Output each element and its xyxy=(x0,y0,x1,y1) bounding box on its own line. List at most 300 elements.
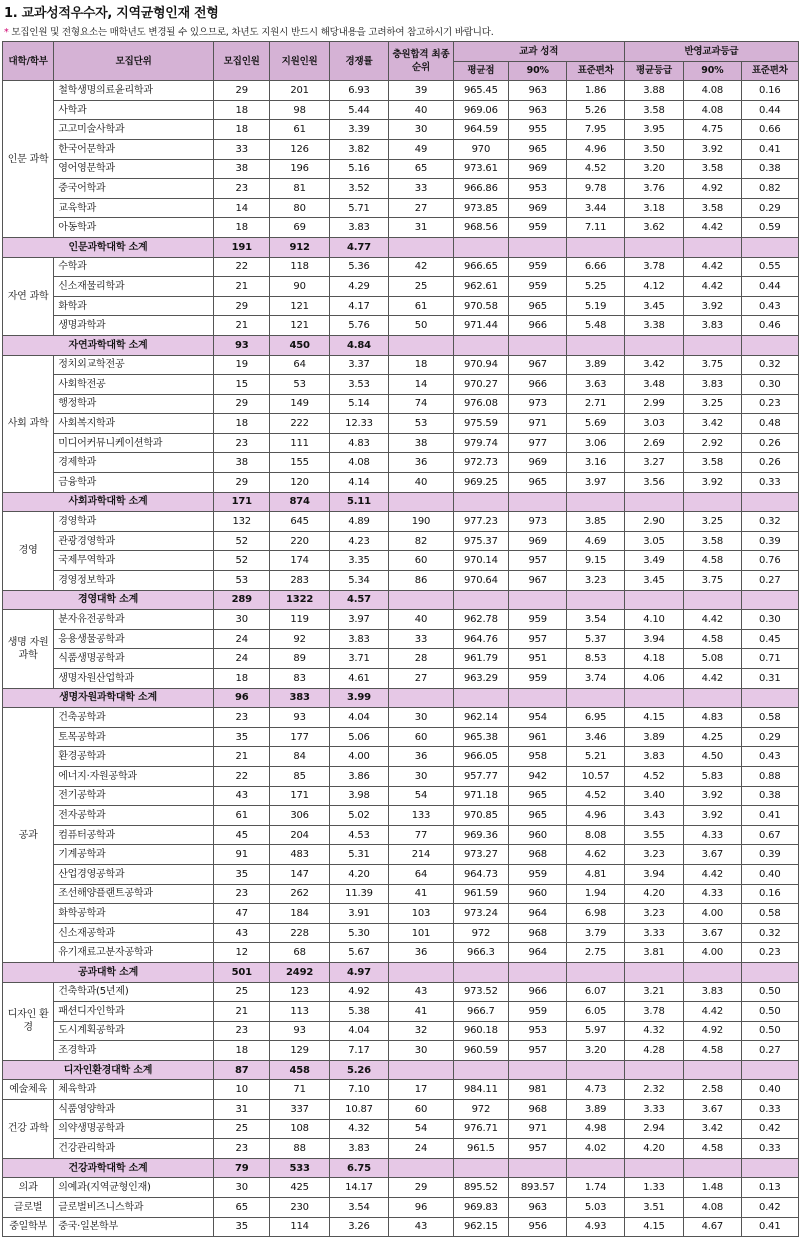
value-cell: 5.16 xyxy=(329,159,388,179)
value-cell: 3.20 xyxy=(624,159,683,179)
value-cell: 3.46 xyxy=(567,727,624,747)
value-cell: 0.13 xyxy=(741,1178,798,1198)
unit-name-cell: 관광경영학과 xyxy=(54,531,214,551)
table-row xyxy=(3,727,799,747)
value-cell: 4.20 xyxy=(624,1139,683,1159)
value-cell: 971.18 xyxy=(453,786,508,806)
value-cell: 4.42 xyxy=(684,1002,741,1022)
subtotal-empty-cell xyxy=(453,492,508,512)
value-cell: 29 xyxy=(214,473,270,493)
header-avg: 평균점 xyxy=(453,61,508,81)
table-row xyxy=(3,1217,799,1237)
value-cell: 25 xyxy=(214,982,270,1002)
subtotal-label: 자연과학대학 소계 xyxy=(3,335,214,355)
value-cell: 8.08 xyxy=(567,825,624,845)
value-cell: 60 xyxy=(389,727,454,747)
value-cell: 174 xyxy=(270,551,329,571)
value-cell: 10 xyxy=(214,1080,270,1100)
value-cell: 3.91 xyxy=(329,904,388,924)
value-cell: 3.78 xyxy=(624,1002,683,1022)
value-cell: 4.08 xyxy=(684,1198,741,1218)
subtotal-empty-cell xyxy=(684,962,741,982)
value-cell: 4.42 xyxy=(684,277,741,297)
value-cell: 942 xyxy=(509,766,567,786)
value-cell: 0.58 xyxy=(741,708,798,728)
value-cell: 53 xyxy=(389,414,454,434)
value-cell: 31 xyxy=(389,218,454,238)
college-cell: 공과 xyxy=(3,708,54,963)
value-cell: 4.12 xyxy=(624,277,683,297)
value-cell: 0.41 xyxy=(741,1217,798,1237)
subtotal-empty-cell xyxy=(567,335,624,355)
value-cell: 3.55 xyxy=(624,825,683,845)
table-row xyxy=(3,786,799,806)
value-cell: 3.94 xyxy=(624,864,683,884)
unit-name-cell: 환경공학과 xyxy=(54,747,214,767)
value-cell: 18 xyxy=(214,414,270,434)
unit-name-cell: 교육학과 xyxy=(54,198,214,218)
value-cell: 3.83 xyxy=(684,982,741,1002)
value-cell: 0.16 xyxy=(741,884,798,904)
value-cell: 43 xyxy=(214,923,270,943)
value-cell: 228 xyxy=(270,923,329,943)
table-row xyxy=(3,1100,799,1120)
value-cell: 4.52 xyxy=(567,786,624,806)
subtotal-value: 79 xyxy=(214,1158,270,1178)
value-cell: 40 xyxy=(389,473,454,493)
value-cell: 4.52 xyxy=(567,159,624,179)
subtotal-empty-cell xyxy=(624,492,683,512)
value-cell: 21 xyxy=(214,1002,270,1022)
value-cell: 113 xyxy=(270,1002,329,1022)
unit-name-cell: 건강관리학과 xyxy=(54,1139,214,1159)
value-cell: 36 xyxy=(389,453,454,473)
value-cell: 61 xyxy=(389,296,454,316)
value-cell: 24 xyxy=(389,1139,454,1159)
value-cell: 17 xyxy=(389,1080,454,1100)
value-cell: 969 xyxy=(509,531,567,551)
value-cell: 5.36 xyxy=(329,257,388,277)
value-cell: 41 xyxy=(389,1002,454,1022)
value-cell: 12 xyxy=(214,943,270,963)
value-cell: 10.87 xyxy=(329,1100,388,1120)
value-cell: 957.77 xyxy=(453,766,508,786)
value-cell: 262 xyxy=(270,884,329,904)
value-cell: 30 xyxy=(214,1178,270,1198)
value-cell: 4.50 xyxy=(684,747,741,767)
subtotal-empty-cell xyxy=(741,590,798,610)
value-cell: 961.59 xyxy=(453,884,508,904)
value-cell: 0.31 xyxy=(741,669,798,689)
value-cell: 3.39 xyxy=(329,120,388,140)
subtotal-empty-cell xyxy=(624,1060,683,1080)
value-cell: 190 xyxy=(389,512,454,532)
value-cell: 969.36 xyxy=(453,825,508,845)
value-cell: 3.92 xyxy=(684,139,741,159)
value-cell: 6.66 xyxy=(567,257,624,277)
table-row xyxy=(3,669,799,689)
value-cell: 0.32 xyxy=(741,923,798,943)
value-cell: 0.82 xyxy=(741,179,798,199)
value-cell: 3.50 xyxy=(624,139,683,159)
value-cell: 895.52 xyxy=(453,1178,508,1198)
value-cell: 4.08 xyxy=(684,100,741,120)
unit-name-cell: 글로벌비즈니스학과 xyxy=(54,1198,214,1218)
table-row xyxy=(3,806,799,826)
value-cell: 3.58 xyxy=(684,198,741,218)
value-cell: 118 xyxy=(270,257,329,277)
table-row xyxy=(3,531,799,551)
subtotal-label: 경영대학 소계 xyxy=(3,590,214,610)
unit-name-cell: 신소재물리학과 xyxy=(54,277,214,297)
table-row xyxy=(3,218,799,238)
value-cell: 1.33 xyxy=(624,1178,683,1198)
value-cell: 3.06 xyxy=(567,433,624,453)
value-cell: 3.53 xyxy=(329,375,388,395)
value-cell: 91 xyxy=(214,845,270,865)
value-cell: 3.25 xyxy=(684,512,741,532)
value-cell: 970.85 xyxy=(453,806,508,826)
value-cell: 69 xyxy=(270,218,329,238)
unit-name-cell: 경제학과 xyxy=(54,453,214,473)
value-cell: 4.53 xyxy=(329,825,388,845)
table-row xyxy=(3,198,799,218)
subtotal-value: 6.75 xyxy=(329,1158,388,1178)
value-cell: 3.97 xyxy=(567,473,624,493)
subtotal-empty-cell xyxy=(741,335,798,355)
value-cell: 3.56 xyxy=(624,473,683,493)
value-cell: 966.3 xyxy=(453,943,508,963)
value-cell: 2.71 xyxy=(567,394,624,414)
value-cell: 53 xyxy=(270,375,329,395)
table-row xyxy=(3,316,799,336)
value-cell: 3.43 xyxy=(624,806,683,826)
header-ratio: 경쟁률 xyxy=(329,42,388,81)
value-cell: 4.83 xyxy=(329,433,388,453)
value-cell: 966.05 xyxy=(453,747,508,767)
value-cell: 4.00 xyxy=(329,747,388,767)
value-cell: 54 xyxy=(389,786,454,806)
subtotal-value: 4.97 xyxy=(329,962,388,982)
subtotal-value: 4.77 xyxy=(329,237,388,257)
value-cell: 18 xyxy=(214,1041,270,1061)
value-cell: 971.44 xyxy=(453,316,508,336)
value-cell: 957 xyxy=(509,551,567,571)
value-cell: 132 xyxy=(214,512,270,532)
value-cell: 3.83 xyxy=(329,629,388,649)
value-cell: 30 xyxy=(389,708,454,728)
value-cell: 970.27 xyxy=(453,375,508,395)
value-cell: 965.45 xyxy=(453,81,508,101)
value-cell: 71 xyxy=(270,1080,329,1100)
value-cell: 0.42 xyxy=(741,1119,798,1139)
value-cell: 966 xyxy=(509,316,567,336)
value-cell: 4.52 xyxy=(624,766,683,786)
value-cell: 27 xyxy=(389,198,454,218)
unit-name-cell: 중국어학과 xyxy=(54,179,214,199)
value-cell: 89 xyxy=(270,649,329,669)
unit-name-cell: 식품영양학과 xyxy=(54,1100,214,1120)
college-cell: 글로벌 xyxy=(3,1198,54,1218)
value-cell: 3.82 xyxy=(329,139,388,159)
header-unit: 모집단위 xyxy=(54,42,214,81)
subtotal-value: 96 xyxy=(214,688,270,708)
unit-name-cell: 중국·일본학부 xyxy=(54,1217,214,1237)
value-cell: 0.76 xyxy=(741,551,798,571)
value-cell: 43 xyxy=(214,786,270,806)
value-cell: 4.42 xyxy=(684,610,741,630)
subtotal-empty-cell xyxy=(684,335,741,355)
unit-name-cell: 산업경영공학과 xyxy=(54,864,214,884)
value-cell: 96 xyxy=(389,1198,454,1218)
value-cell: 957 xyxy=(509,629,567,649)
value-cell: 973 xyxy=(509,394,567,414)
value-cell: 4.69 xyxy=(567,531,624,551)
value-cell: 0.44 xyxy=(741,100,798,120)
value-cell: 4.14 xyxy=(329,473,388,493)
value-cell: 3.67 xyxy=(684,845,741,865)
value-cell: 970.64 xyxy=(453,571,508,591)
value-cell: 23 xyxy=(214,1139,270,1159)
value-cell: 201 xyxy=(270,81,329,101)
value-cell: 35 xyxy=(214,864,270,884)
value-cell: 6.93 xyxy=(329,81,388,101)
value-cell: 4.92 xyxy=(684,179,741,199)
value-cell: 4.75 xyxy=(684,120,741,140)
value-cell: 0.33 xyxy=(741,1139,798,1159)
subtotal-value: 171 xyxy=(214,492,270,512)
value-cell: 4.58 xyxy=(684,1139,741,1159)
value-cell: 177 xyxy=(270,727,329,747)
unit-name-cell: 조선해양플랜트공학과 xyxy=(54,884,214,904)
value-cell: 23 xyxy=(214,433,270,453)
table-row xyxy=(3,81,799,101)
unit-name-cell: 영어영문학과 xyxy=(54,159,214,179)
value-cell: 3.44 xyxy=(567,198,624,218)
header-p90b: 90% xyxy=(684,61,741,81)
value-cell: 965 xyxy=(509,139,567,159)
value-cell: 3.85 xyxy=(567,512,624,532)
value-cell: 3.49 xyxy=(624,551,683,571)
subtotal-empty-cell xyxy=(567,237,624,257)
subtotal-label: 공과대학 소계 xyxy=(3,962,214,982)
subtotal-empty-cell xyxy=(567,962,624,982)
subtotal-value: 383 xyxy=(270,688,329,708)
subtotal-value: 191 xyxy=(214,237,270,257)
value-cell: 956 xyxy=(509,1217,567,1237)
value-cell: 4.42 xyxy=(684,864,741,884)
value-cell: 93 xyxy=(270,1021,329,1041)
subtotal-empty-cell xyxy=(389,237,454,257)
value-cell: 958 xyxy=(509,747,567,767)
value-cell: 0.33 xyxy=(741,473,798,493)
value-cell: 0.42 xyxy=(741,1198,798,1218)
unit-name-cell: 에너지·자원공학과 xyxy=(54,766,214,786)
value-cell: 22 xyxy=(214,257,270,277)
subtotal-empty-cell xyxy=(389,335,454,355)
value-cell: 3.89 xyxy=(624,727,683,747)
value-cell: 3.76 xyxy=(624,179,683,199)
value-cell: 103 xyxy=(389,904,454,924)
college-cell: 의과 xyxy=(3,1178,54,1198)
subtotal-empty-cell xyxy=(453,237,508,257)
subtotal-empty-cell xyxy=(624,335,683,355)
value-cell: 6.05 xyxy=(567,1002,624,1022)
table-row xyxy=(3,296,799,316)
unit-name-cell: 미디어커뮤니케이션학과 xyxy=(54,433,214,453)
value-cell: 0.50 xyxy=(741,1021,798,1041)
value-cell: 23 xyxy=(214,179,270,199)
subtotal-empty-cell xyxy=(684,492,741,512)
table-row xyxy=(3,982,799,1002)
unit-name-cell: 식품생명공학과 xyxy=(54,649,214,669)
college-cell: 생명 자원 과학 xyxy=(3,610,54,688)
unit-name-cell: 분자유전공학과 xyxy=(54,610,214,630)
value-cell: 306 xyxy=(270,806,329,826)
value-cell: 5.83 xyxy=(684,766,741,786)
value-cell: 5.19 xyxy=(567,296,624,316)
value-cell: 969 xyxy=(509,453,567,473)
value-cell: 965 xyxy=(509,806,567,826)
unit-name-cell: 사학과 xyxy=(54,100,214,120)
value-cell: 120 xyxy=(270,473,329,493)
value-cell: 38 xyxy=(389,433,454,453)
value-cell: 964 xyxy=(509,904,567,924)
value-cell: 85 xyxy=(270,766,329,786)
value-cell: 972.73 xyxy=(453,453,508,473)
value-cell: 41 xyxy=(389,884,454,904)
note-star: * xyxy=(4,27,9,38)
value-cell: 3.79 xyxy=(567,923,624,943)
unit-name-cell: 화학과 xyxy=(54,296,214,316)
value-cell: 0.44 xyxy=(741,277,798,297)
value-cell: 3.94 xyxy=(624,629,683,649)
value-cell: 3.38 xyxy=(624,316,683,336)
value-cell: 960 xyxy=(509,825,567,845)
subtotal-value: 4.57 xyxy=(329,590,388,610)
subtotal-empty-cell xyxy=(453,962,508,982)
header-grades-group: 교과 성적 xyxy=(453,42,624,62)
value-cell: 483 xyxy=(270,845,329,865)
value-cell: 45 xyxy=(214,825,270,845)
unit-name-cell: 국제무역학과 xyxy=(54,551,214,571)
value-cell: 3.83 xyxy=(684,375,741,395)
subtotal-empty-cell xyxy=(624,1158,683,1178)
value-cell: 3.92 xyxy=(684,473,741,493)
table-row xyxy=(3,453,799,473)
value-cell: 0.43 xyxy=(741,296,798,316)
value-cell: 960.59 xyxy=(453,1041,508,1061)
subtotal-empty-cell xyxy=(389,492,454,512)
value-cell: 6.95 xyxy=(567,708,624,728)
value-cell: 0.32 xyxy=(741,355,798,375)
table-row xyxy=(3,1041,799,1061)
subtotal-empty-cell xyxy=(453,1158,508,1178)
value-cell: 959 xyxy=(509,1002,567,1022)
value-cell: 123 xyxy=(270,982,329,1002)
value-cell: 230 xyxy=(270,1198,329,1218)
value-cell: 5.30 xyxy=(329,923,388,943)
value-cell: 80 xyxy=(270,198,329,218)
value-cell: 3.95 xyxy=(624,120,683,140)
value-cell: 4.61 xyxy=(329,669,388,689)
value-cell: 184 xyxy=(270,904,329,924)
subtotal-empty-cell xyxy=(624,590,683,610)
subtotal-value: 87 xyxy=(214,1060,270,1080)
subtotal-empty-cell xyxy=(684,590,741,610)
value-cell: 970.14 xyxy=(453,551,508,571)
value-cell: 0.59 xyxy=(741,218,798,238)
value-cell: 126 xyxy=(270,139,329,159)
value-cell: 29 xyxy=(389,1178,454,1198)
value-cell: 3.83 xyxy=(329,1139,388,1159)
value-cell: 35 xyxy=(214,727,270,747)
unit-name-cell: 의약생명공학과 xyxy=(54,1119,214,1139)
table-row xyxy=(3,414,799,434)
unit-name-cell: 기계공학과 xyxy=(54,845,214,865)
value-cell: 0.50 xyxy=(741,1002,798,1022)
value-cell: 966.65 xyxy=(453,257,508,277)
college-cell: 인문 과학 xyxy=(3,81,54,238)
value-cell: 4.58 xyxy=(684,629,741,649)
subtotal-empty-cell xyxy=(624,237,683,257)
value-cell: 2.90 xyxy=(624,512,683,532)
value-cell: 108 xyxy=(270,1119,329,1139)
unit-name-cell: 경영정보학과 xyxy=(54,571,214,591)
value-cell: 2.92 xyxy=(684,433,741,453)
value-cell: 4.28 xyxy=(624,1041,683,1061)
table-row xyxy=(3,610,799,630)
value-cell: 29 xyxy=(214,296,270,316)
value-cell: 0.58 xyxy=(741,904,798,924)
value-cell: 6.07 xyxy=(567,982,624,1002)
value-cell: 0.38 xyxy=(741,786,798,806)
value-cell: 975.37 xyxy=(453,531,508,551)
subtotal-empty-cell xyxy=(624,962,683,982)
value-cell: 3.71 xyxy=(329,649,388,669)
value-cell: 337 xyxy=(270,1100,329,1120)
subtotal-empty-cell xyxy=(453,590,508,610)
value-cell: 61 xyxy=(270,120,329,140)
value-cell: 964.59 xyxy=(453,120,508,140)
value-cell: 3.35 xyxy=(329,551,388,571)
table-row xyxy=(3,864,799,884)
value-cell: 4.92 xyxy=(329,982,388,1002)
value-cell: 0.23 xyxy=(741,394,798,414)
value-cell: 963 xyxy=(509,81,567,101)
subtotal-empty-cell xyxy=(509,1060,567,1080)
unit-name-cell: 아동학과 xyxy=(54,218,214,238)
value-cell: 4.93 xyxy=(567,1217,624,1237)
table-row xyxy=(3,257,799,277)
unit-name-cell: 응용생물공학과 xyxy=(54,629,214,649)
value-cell: 965 xyxy=(509,786,567,806)
value-cell: 1.48 xyxy=(684,1178,741,1198)
value-cell: 3.92 xyxy=(684,296,741,316)
unit-name-cell: 생명자원산업학과 xyxy=(54,669,214,689)
subtotal-row xyxy=(3,962,799,982)
table-row xyxy=(3,649,799,669)
value-cell: 4.15 xyxy=(624,708,683,728)
value-cell: 0.23 xyxy=(741,943,798,963)
subtotal-value: 2492 xyxy=(270,962,329,982)
unit-name-cell: 화학공학과 xyxy=(54,904,214,924)
value-cell: 0.38 xyxy=(741,159,798,179)
value-cell: 959 xyxy=(509,864,567,884)
subtotal-empty-cell xyxy=(567,1158,624,1178)
notice-text xyxy=(4,24,494,38)
value-cell: 82 xyxy=(389,531,454,551)
